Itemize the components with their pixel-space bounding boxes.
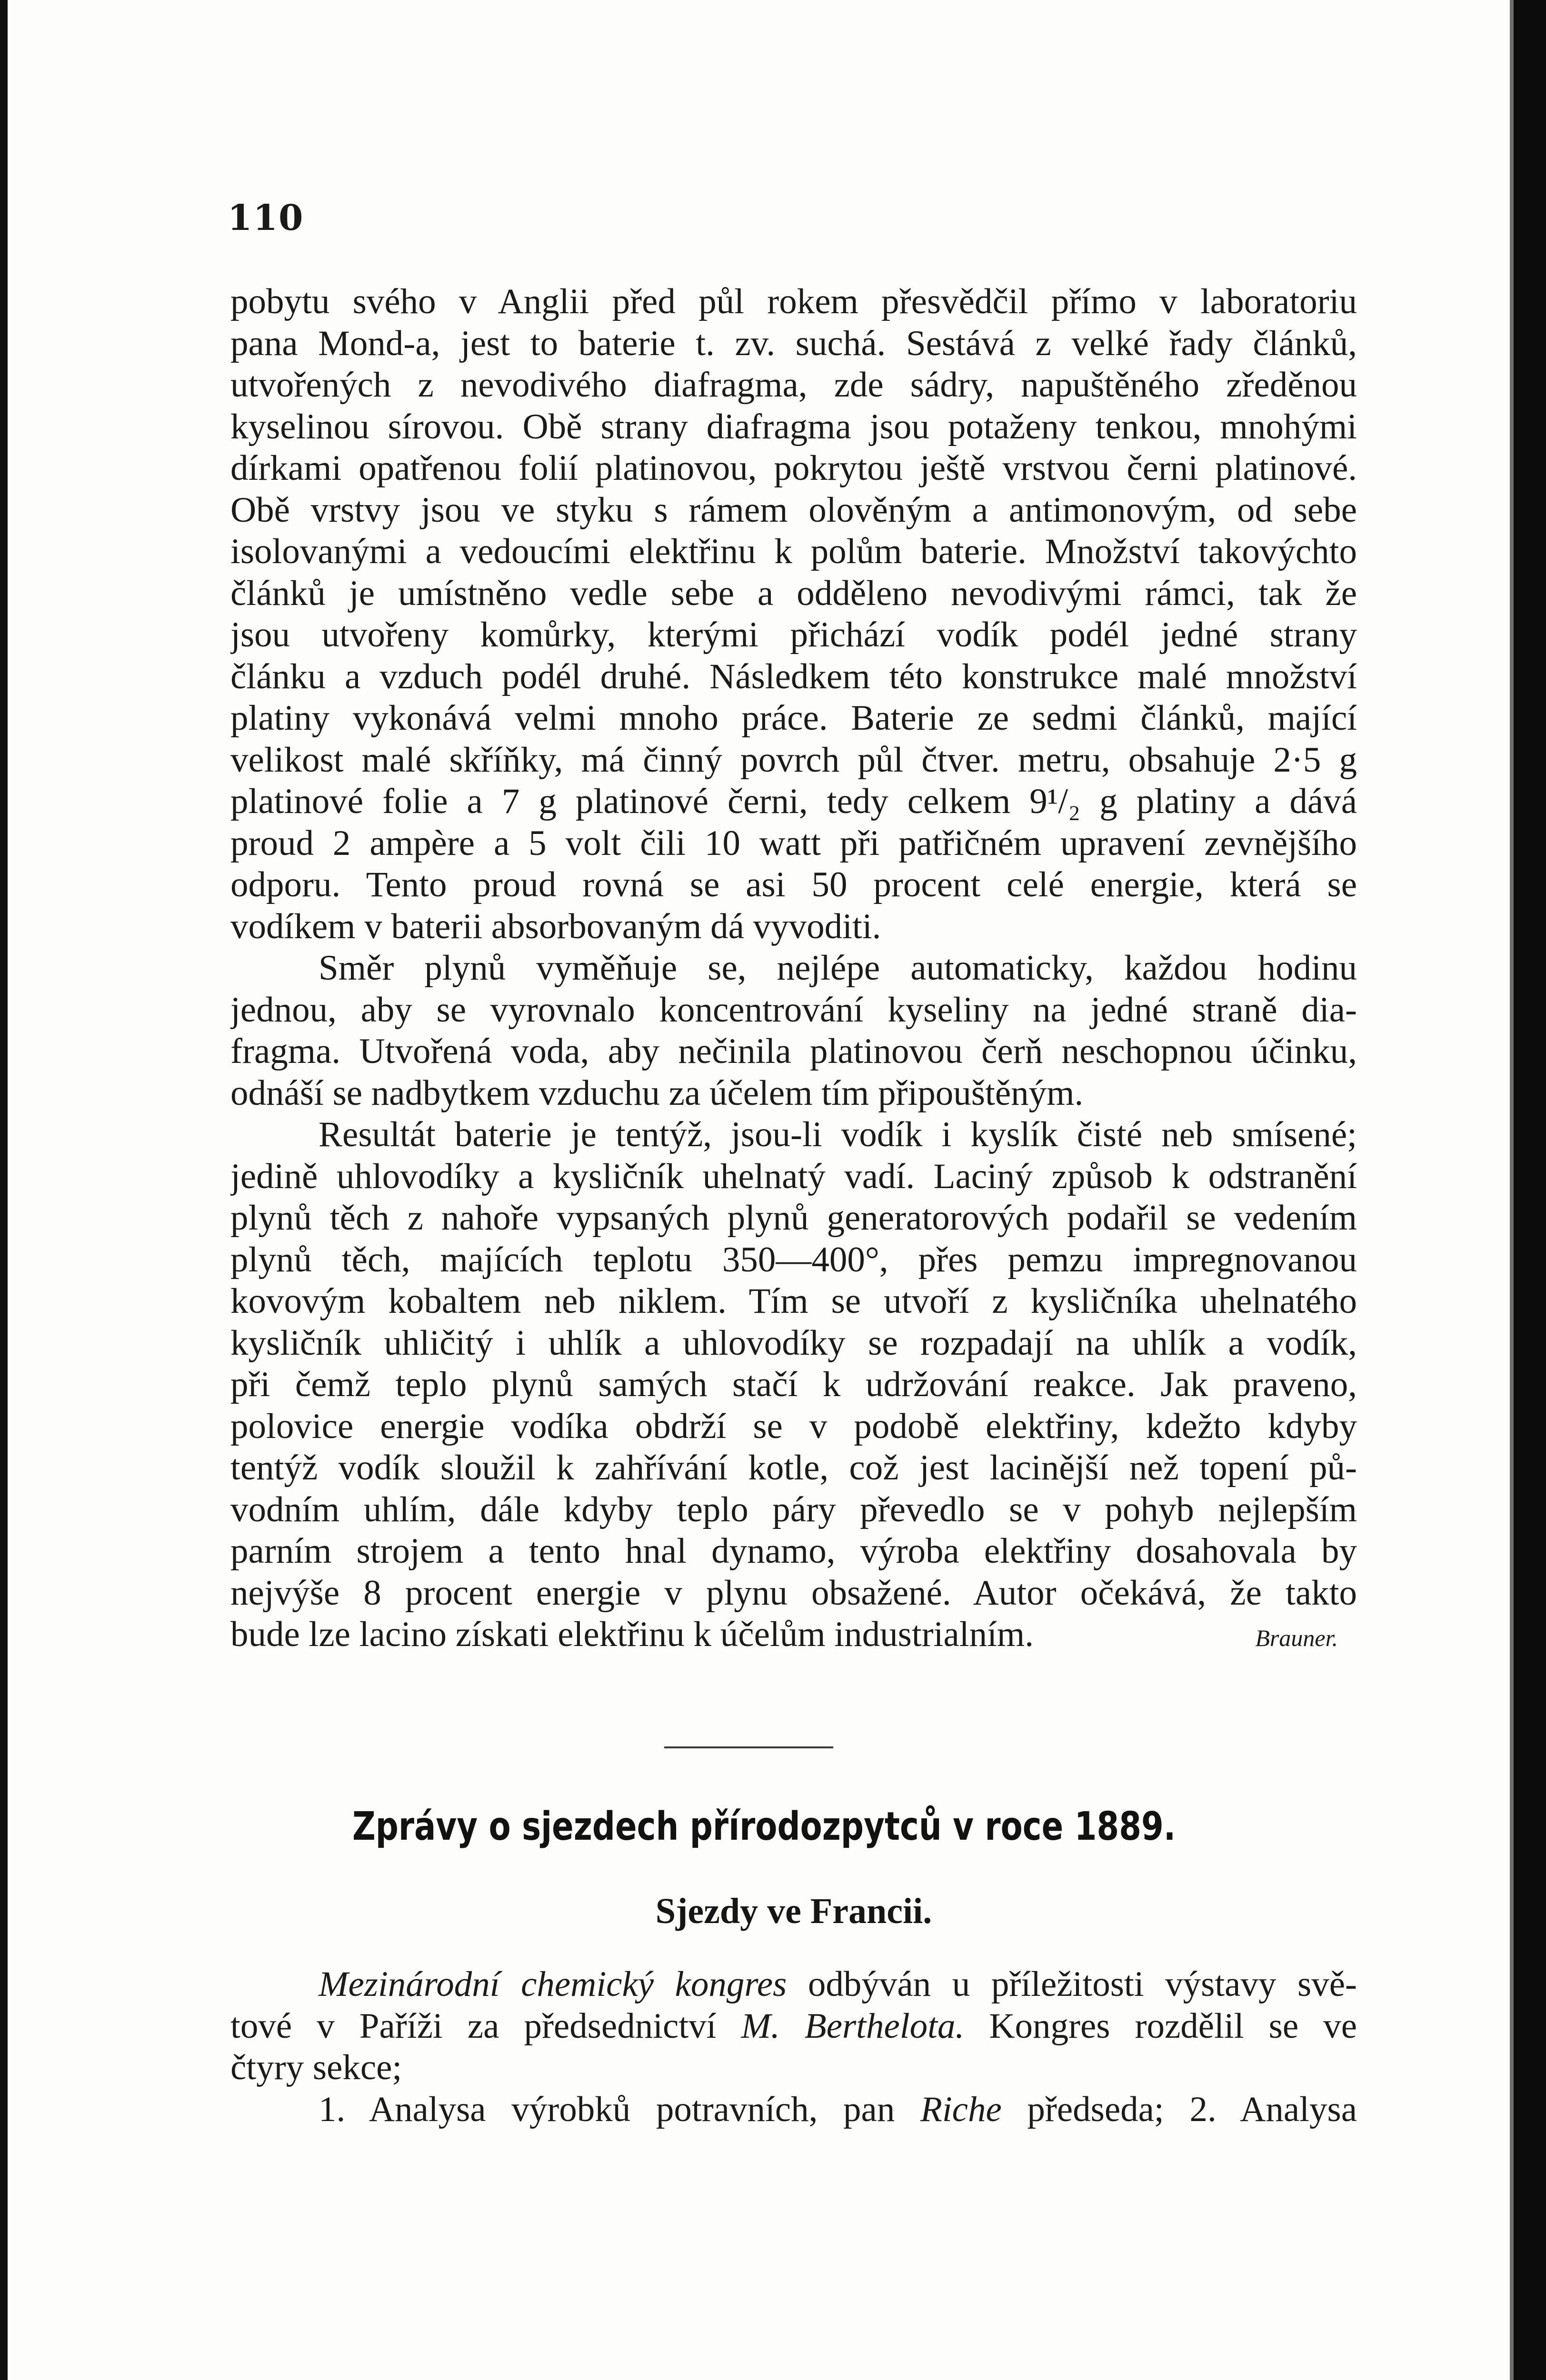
text-line: odporu. Tento proud rovná se asi 50 procent celé energie, která se [230,865,1357,904]
text-line: isolovanými a vedoucími elektřinu k polům baterie. Množství takovýchto [230,532,1357,571]
text-line: plynů těch z nahoře vypsaných plynů generatorových podařil se vedením [230,1198,1357,1238]
text-line: jsou utvořeny komůrky, kterými přichází vodík podél jedné strany [230,615,1357,654]
text-line: Směr plynů vyměňuje se, nejlépe automaticky, každou hodinu [319,948,1357,988]
section-line-4 [230,2089,1357,2131]
text-line: pana Mond-a, jest to baterie t. zv. suchá. Sestává z velké řady článků, [230,323,1357,363]
congress-name: Mezinárodní chemický kongres [319,1964,787,2004]
subsection-title: Sjezdy ve Francii. [655,1891,932,1931]
page-number: 110 [228,198,304,238]
section-text: čtyry sekce; [230,2048,402,2087]
text-line: odnáší se nadbytkem vzduchu za účelem tím připouštěným. [230,1073,1084,1113]
text-line: Obě vrstvy jsou ve styku s rámem olověným a antimonovým, od sebe [230,490,1357,530]
article-paragraph-1 [230,281,1357,947]
section-text: Kongres rozdělil se ve [964,2006,1357,2046]
section-text: předseda; 2. Analysa [1001,2089,1357,2129]
section-divider [664,1746,833,1748]
text-line: tentýž vodík sloužil k zahřívání kotle, což jest lacinější než topení pů- [230,1448,1357,1488]
text-line: vodním uhlím, dále kdyby teplo páry převedlo se v pohyb nejlepším [230,1489,1357,1529]
text-line: plynů těch, majících teplotu 350—400°, přes pemzu impregnovanou [230,1240,1357,1279]
chair-name: Riche [920,2089,1002,2129]
author-signature: Brauner. [1255,1625,1338,1651]
president-name: M. Berthelota. [741,2006,965,2046]
text-line: nejvýše 8 procent energie v plynu obsažené. Autor očekává, že takto [230,1573,1357,1613]
text-line: při čemž teplo plynů samých stačí k udržování reakce. Jak praveno, [230,1365,1357,1404]
text-line: platiny vykonává velmi mnoho práce. Baterie ze sedmi článků, mající [230,698,1357,738]
section-text: tové v Paříži za předsednictví [230,2006,741,2046]
text-line: utvořených z nevodivého diafragma, zde sádry, napuštěného zředěnou [230,365,1357,405]
section-line-3 [230,2047,1357,2089]
section-text: 1. Analysa výrobků potravních, pan [319,2089,920,2129]
section-body [230,1964,1357,2130]
section-line-2 [230,2005,1357,2047]
scan-edge-right [1514,0,1546,2380]
text-line: kysličník uhličitý i uhlík a uhlovodíky se rozpadají na uhlík a vodík, [230,1323,1357,1363]
section-line-1 [230,1964,1357,2005]
scan-edge-shadow [1510,0,1514,2380]
text-line: jedině uhlovodíky a kysličník uhelnatý vadí. Laciný způsob k odstranění [230,1156,1357,1196]
text-line: Resultát baterie je tentýž, jsou-li vodík i kyslík čisté neb smísené; [319,1115,1357,1154]
text-line: platinové folie a 7 g platinové černi, tedy celkem 9¹/₂ g platiny a dává [230,782,1357,821]
text-line: fragma. Utvořená voda, aby nečinila platinovou čerň neschopnou účinku, [230,1031,1357,1071]
text-line: dírkami opatřenou folií platinovou, pokrytou ještě vrstvou černi platinové. [230,448,1357,488]
text-line: kovovým kobaltem neb niklem. Tím se utvoří z kysličníka uhelnatého [230,1281,1357,1321]
text-line: vodíkem v baterii absorbovaným dá vyvoditi. [230,906,881,946]
text-line: polovice energie vodíka obdrží se v podobě elektřiny, kdežto kdyby [230,1406,1357,1446]
article-closing-text: bude lze lacino získati elektřinu k účelům industrialním. [230,1615,1034,1654]
text-line: článků je umístněno vedle sebe a odděleno nevodivými rámci, tak že [230,573,1357,613]
text-line: parním strojem a tento hnal dynamo, výroba elektřiny dosahovala by [230,1531,1357,1571]
article-paragraph-2 [230,947,1357,1114]
text-line: proud 2 ampère a 5 volt čili 10 watt při patřičném upravení zevnějšího [230,823,1357,863]
text-line: jednou, aby se vyrovnalo koncentrování kyseliny na jedné straně dia- [230,990,1357,1030]
article-body [230,281,1357,1659]
text-line: velikost malé skříňky, má činný povrch půl čtver. metru, obsahuje 2·5 g [230,740,1357,780]
text-line: kyselinou sírovou. Obě strany diafragma jsou potaženy tenkou, mnohými [230,407,1357,446]
scan-edge-left [0,0,8,2380]
text-line: pobytu svého v Anglii před půl rokem přesvědčil přímo v laboratoriu [230,282,1357,321]
article-paragraph-3 [230,1114,1357,1614]
text-line: článku a vzduch podél druhé. Následkem této konstrukce malé množství [230,656,1357,696]
section-title: Zprávy o sjezdech přírodozpytců v roce 1889. [352,1804,1176,1849]
article-closing-line [230,1614,1357,1659]
section-text: odbýván u příležitosti výstavy svě- [787,1964,1357,2004]
